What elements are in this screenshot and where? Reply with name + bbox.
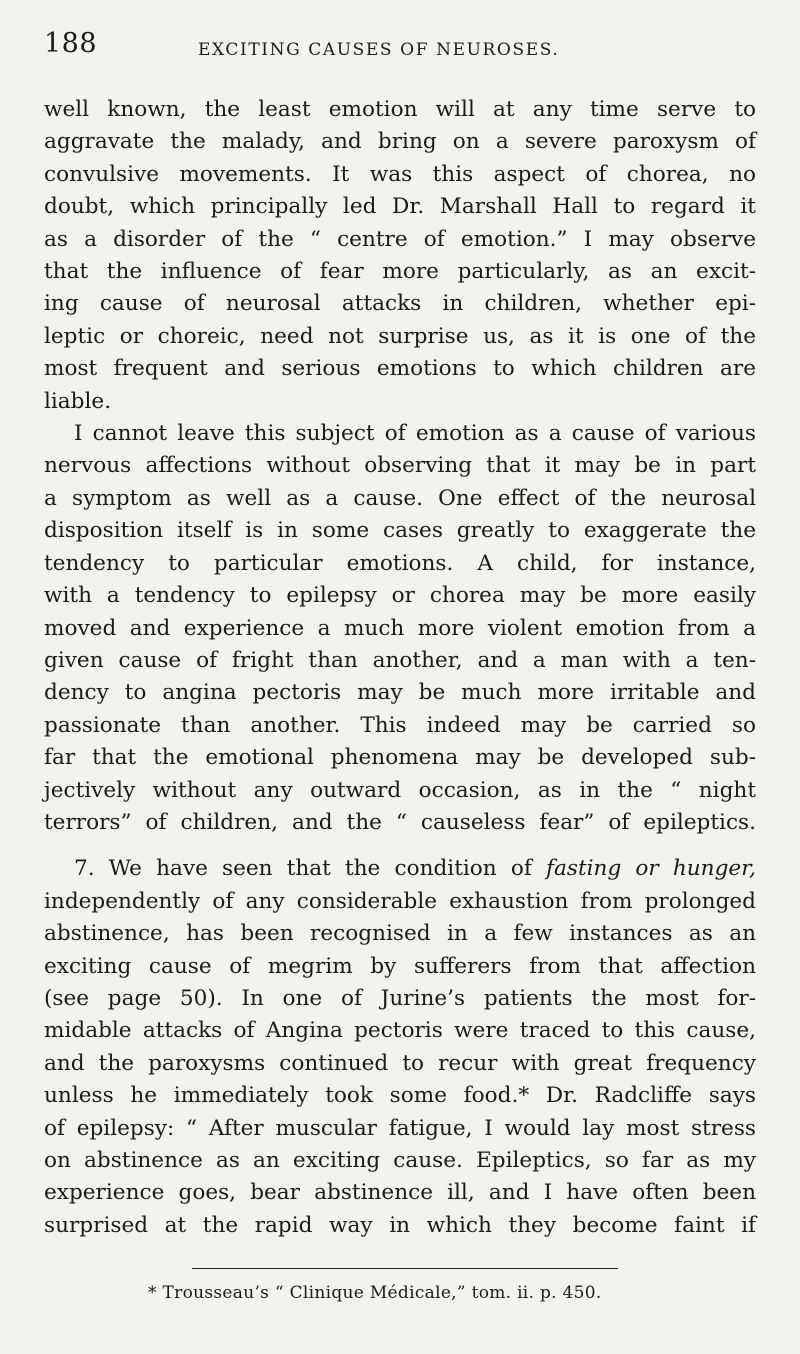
- text-line: doubt, which principally led Dr. Marshall Hall to regard it: [44, 194, 756, 220]
- text-line: moved and experience a much more violent emotion from a: [44, 615, 756, 641]
- text-line: abstinence, has been recognised in a few instances as an: [44, 921, 756, 947]
- text-line: tendency to particular emotions. A child, for instance,: [44, 550, 756, 576]
- footnote-rule: [192, 1268, 618, 1269]
- text-line: midable attacks of Angina pectoris were traced to this cause,: [44, 1018, 756, 1044]
- text-line: far that the emotional phenomena may be developed sub-: [44, 745, 756, 771]
- text-line: passionate than another. This indeed may be carried so: [44, 712, 756, 738]
- text-line: disposition itself is in some cases greatly to exaggerate the: [44, 518, 756, 544]
- text-line: well known, the least emotion will at any time serve to: [44, 97, 756, 122]
- text-line: leptic or choreic, need not surprise us, as it is one of the: [44, 323, 756, 349]
- text-line: [44, 853, 756, 885]
- text-line: a symptom as well as a cause. One effect of the neurosal: [44, 485, 756, 511]
- footnote: * Trousseau’s “ Clinique Médicale,” tom. ii. p. 450.: [148, 1283, 602, 1303]
- text-line: that the influence of fear more particularly, as an excit-: [44, 259, 756, 285]
- text-line: aggravate the malady, and bring on a severe paroxysm of: [44, 129, 756, 155]
- text-line: as a disorder of the “ centre of emotion.” I may observe: [44, 226, 756, 252]
- text-line: dency to angina pectoris may be much more irritable and: [44, 680, 756, 706]
- text-line: on abstinence as an exciting cause. Epileptics, so far as my: [44, 1148, 756, 1173]
- italic-phrase: fasting or hunger,: [546, 856, 757, 882]
- text-line: liable.: [44, 388, 112, 414]
- text-line: with a tendency to epilepsy or chorea may be more easily: [44, 583, 756, 609]
- text-line: and the paroxysms continued to recur with great frequency: [44, 1050, 756, 1076]
- text-line: of epilepsy: “ After muscular fatigue, I would lay most stress: [44, 1115, 756, 1141]
- text-line: independently of any considerable exhaustion from prolonged: [44, 888, 756, 914]
- body-text: [44, 94, 756, 1242]
- paragraph-1: [44, 94, 756, 418]
- text-line: most frequent and serious emotions to which children are: [44, 356, 756, 382]
- paragraph-gap: [44, 839, 756, 853]
- text-line: experience goes, bear abstinence ill, and I have often been: [44, 1180, 756, 1206]
- text-line: given cause of fright than another, and a man with a ten-: [44, 647, 756, 673]
- text-line: I cannot leave this subject of emotion as a cause of various: [74, 421, 756, 447]
- line-text: 7. We have seen that the condition of: [74, 856, 546, 882]
- page-number: 188: [44, 28, 98, 59]
- text-line: exciting cause of megrim by sufferers from that affection: [44, 953, 756, 979]
- running-title: EXCITING CAUSES OF NEUROSES.: [198, 40, 560, 60]
- text-line: terrors” of children, and the “ causeless fear” of epileptics.: [44, 809, 756, 835]
- text-line: ing cause of neurosal attacks in children, whether epi-: [44, 291, 756, 317]
- paragraph-3: [44, 853, 756, 1242]
- text-line: jectively without any outward occasion, as in the “ night: [44, 777, 756, 803]
- text-line: convulsive movements. It was this aspect of chorea, no: [44, 161, 756, 187]
- paragraph-2: [44, 418, 756, 839]
- text-line: nervous affections without observing that it may be in part: [44, 453, 756, 479]
- running-head: [44, 28, 764, 68]
- text-line: unless he immediately took some food.* Dr. Radcliffe says: [44, 1083, 756, 1109]
- text-line: (see page 50). In one of Jurine’s patients the most for-: [44, 985, 756, 1011]
- text-line: surprised at the rapid way in which they become faint if: [44, 1212, 756, 1238]
